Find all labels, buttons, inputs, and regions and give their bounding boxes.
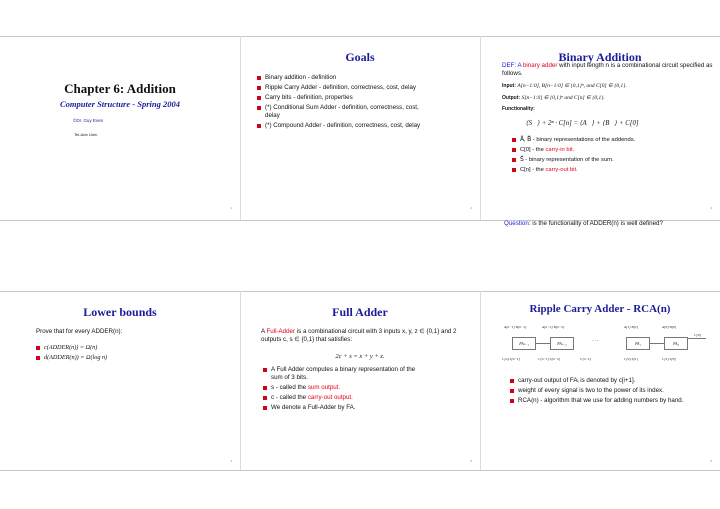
carry-wire bbox=[650, 343, 664, 344]
input-label: A[n−1] B[n−1] bbox=[504, 325, 527, 329]
output-label: C[n−2] bbox=[580, 357, 591, 361]
page-number: 2 bbox=[470, 206, 472, 210]
carry-wire bbox=[688, 338, 706, 339]
list-item: c - called the carry-out output. bbox=[263, 394, 463, 402]
output-label: C[2] S[1] bbox=[624, 357, 638, 361]
slide-binary-addition bbox=[480, 36, 720, 290]
input-label: A[n−2] B[n−2] bbox=[542, 325, 565, 329]
slide-goals bbox=[240, 36, 480, 290]
list-item: C[0] - the carry-in bit. bbox=[512, 146, 712, 154]
page-number: 6 bbox=[710, 459, 712, 463]
list-item: Binary addition - definition bbox=[257, 74, 457, 82]
list-item: Carry bits - definition, properties bbox=[257, 94, 457, 102]
slide-ripple-carry-adder bbox=[480, 291, 720, 509]
ellipsis: · · · bbox=[592, 339, 599, 344]
page-number: 1 bbox=[230, 206, 232, 210]
list-item: (*) Compound Adder - definition, correctness, cost, delay bbox=[257, 122, 427, 130]
functionality-formula: ⟨S⃗⟩ + 2ⁿ · C[n] = ⟨A⃗⟩ + ⟨B⃗⟩ + C[0] bbox=[526, 120, 639, 127]
slide-title: Full Adder bbox=[332, 305, 388, 319]
rca-list bbox=[510, 377, 710, 407]
list-item: A⃗, B⃗ - binary representations of the addends. bbox=[512, 136, 712, 144]
course-subtitle: Computer Structure - Spring 2004 bbox=[60, 99, 180, 109]
goals-list bbox=[257, 74, 457, 132]
slide-title: Goals bbox=[345, 50, 375, 64]
slide-lower-bounds bbox=[0, 291, 240, 509]
input-spec: Input: A[n−1:0], B[n−1:0] ∈ {0,1}ⁿ, and C[0] ∈ {0,1}. bbox=[502, 83, 627, 89]
full-adder-box: FAₙ₋₂ bbox=[550, 337, 574, 350]
list-item: We denote a Full-Adder by FA. bbox=[263, 404, 463, 412]
page-number: 4 bbox=[230, 459, 232, 463]
slide-title: Binary Addition bbox=[558, 50, 642, 64]
full-adder-list bbox=[263, 366, 463, 414]
list-item: s - called the sum output. bbox=[263, 384, 463, 392]
list-item: C[n] - the carry-out bit. bbox=[512, 166, 712, 174]
full-adder-box: FA₀ bbox=[664, 337, 688, 350]
list-item: Ripple Carry Adder - definition, correctness, cost, delay bbox=[257, 84, 457, 92]
output-label: C[n] S[n−1] bbox=[502, 357, 521, 361]
full-adder-box: FA₁ bbox=[626, 337, 650, 350]
list-item: A Full Adder computes a binary representation of the sum of 3 bits. bbox=[263, 366, 423, 382]
page-number: 5 bbox=[470, 459, 472, 463]
full-adder-box: FAₙ₋₁ bbox=[512, 337, 536, 350]
lower-bounds-intro: Prove that for every ADDER(n): bbox=[36, 328, 123, 335]
list-item: (*) Conditional Sum Adder - definition, correctness, cost, delay bbox=[257, 104, 427, 120]
slide-full-adder bbox=[240, 291, 480, 509]
slide-title: Ripple Carry Adder - RCA(n) bbox=[529, 303, 671, 315]
output-spec: Output: S[n−1:0] ∈ {0,1}ⁿ and C[n] ∈ {0,1}. bbox=[502, 95, 605, 101]
list-item: RCA(n) - algorithm that we use for adding numbers by hand. bbox=[510, 397, 690, 405]
slide-title: Lower bounds bbox=[83, 305, 157, 319]
chapter-title: Chapter 6: Addition bbox=[64, 81, 176, 96]
output-label: C[1] S[0] bbox=[662, 357, 676, 361]
affiliation: Tel-Aviv Univ. bbox=[74, 132, 98, 137]
symbol-list bbox=[512, 136, 712, 176]
carry-wire bbox=[536, 343, 550, 344]
rca-diagram bbox=[502, 323, 712, 379]
list-item: c(ADDER(n)) = Ω(n) bbox=[36, 344, 216, 352]
input-label: A[0] B[0] bbox=[662, 325, 677, 329]
list-item: weight of every signal is two to the power of its index. bbox=[510, 387, 710, 395]
list-item: carry-out output of FAᵢ is denoted by c[i+1]. bbox=[510, 377, 710, 385]
output-label: C[n−1] S[n−2] bbox=[538, 357, 561, 361]
definition-term: binary adder bbox=[522, 62, 558, 69]
author: ©Dr. Guy Even bbox=[73, 118, 104, 123]
input-label: A[1] B[1] bbox=[624, 325, 639, 329]
full-adder-intro: A Full-Adder is a combinational circuit with 3 inputs x, y, z ∈ {0,1} and 2 outputs c, s ∈ {0,1} that satisfies: bbox=[261, 328, 457, 343]
full-adder-formula: 2c + s = x + y + z. bbox=[335, 353, 385, 360]
functionality-label: Functionality: bbox=[502, 106, 535, 112]
list-item: S⃗ - binary representation of the sum. bbox=[512, 156, 712, 164]
page-number: 3 bbox=[710, 206, 712, 210]
bounds-list bbox=[36, 344, 216, 364]
question-text: Question: is the functionality of ADDER(n) is well defined? bbox=[504, 220, 663, 227]
carry-in-label: C[0] bbox=[694, 333, 701, 337]
full-adder-term: Full-Adder bbox=[266, 328, 296, 335]
definition-text: DEF: A binary adder with input length n is a combinational circuit specified as follows. bbox=[502, 62, 713, 77]
list-item: d(ADDER(n)) = Ω(log n) bbox=[36, 354, 216, 362]
slide-title-page bbox=[0, 36, 240, 290]
